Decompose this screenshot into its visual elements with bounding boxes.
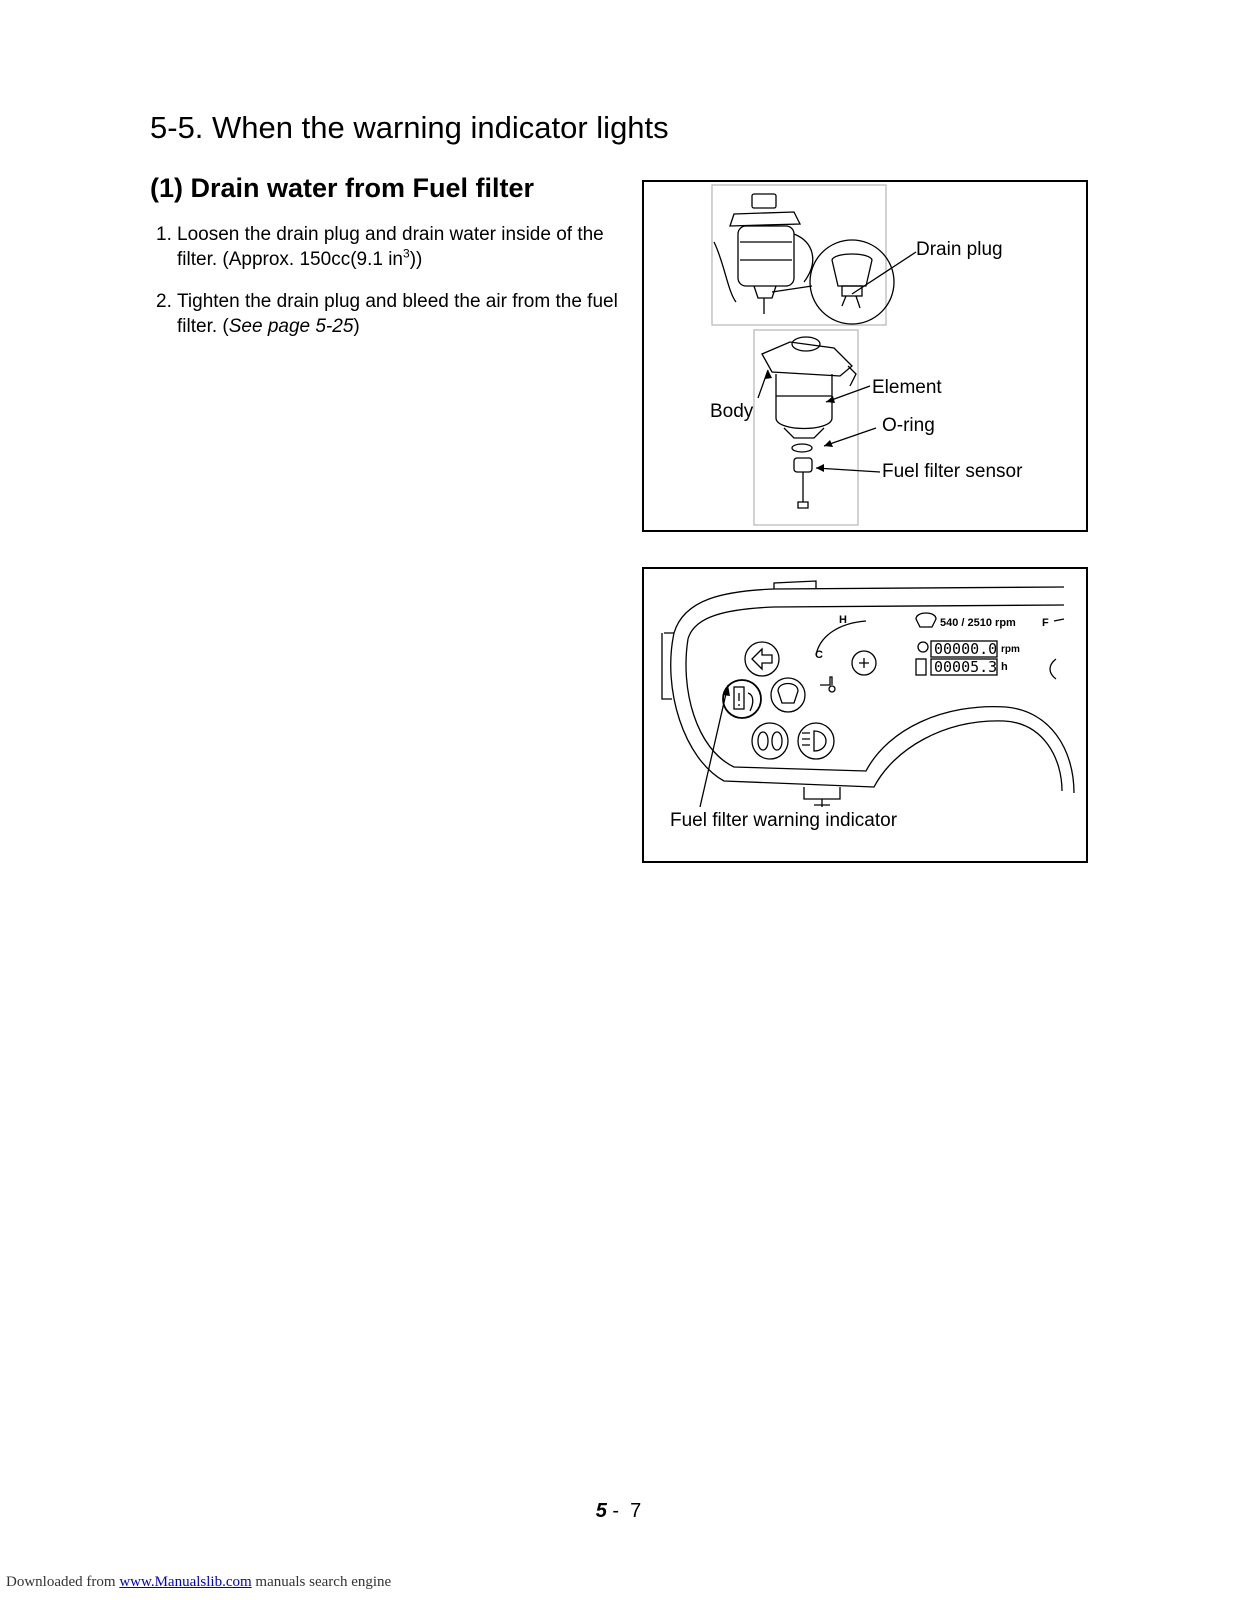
step-number: 1.: [156, 224, 172, 245]
page-section: 5: [595, 1500, 607, 1522]
superscript: 3: [403, 246, 410, 261]
section-title: 5-5. When the warning indicator lights: [150, 110, 669, 145]
step-text: [156, 289, 626, 339]
pto-speed-label: 540 / 2510 rpm: [940, 617, 1016, 629]
step-text-main: Tighten the drain plug and bleed the air from the fuel filter. (: [177, 291, 618, 337]
hour-unit: h: [1001, 661, 1008, 673]
rpm-readout: 00000.0: [934, 640, 998, 658]
callout-drain-plug: Drain plug: [916, 239, 1003, 260]
page-separator: -: [612, 1500, 620, 1522]
hour-meter-readout: 00005.3: [934, 658, 998, 676]
step-text: [156, 222, 626, 272]
fuel-full-label: F: [1042, 617, 1049, 629]
rpm-unit: rpm: [1001, 644, 1020, 655]
temp-cold-label: C: [815, 649, 823, 661]
step-text-main: Loosen the drain plug and drain water inside of the filter. (Approx. 150cc(9.1 in: [177, 224, 604, 270]
callout-body: Body: [710, 401, 754, 422]
subsection-title: (1) Drain water from Fuel filter: [150, 173, 535, 203]
callout-o-ring: O-ring: [882, 415, 935, 436]
callout-fuel-filter-sensor: Fuel filter sensor: [882, 461, 1023, 482]
manualslib-link[interactable]: www.Manualslib.com: [119, 1574, 252, 1590]
page-number: [0, 1500, 1237, 1523]
step-1: [156, 222, 626, 272]
instrument-panel-figure: [642, 567, 1088, 863]
callout-fuel-filter-warning-indicator: Fuel filter warning indicator: [670, 810, 898, 831]
page-reference: See page 5-25: [228, 316, 354, 337]
step-2: [156, 289, 626, 339]
fuel-filter-figure: [642, 180, 1088, 532]
step-number: 2.: [156, 291, 172, 312]
step-text-end: ): [353, 316, 360, 337]
footer-suffix: manuals search engine: [251, 1574, 392, 1590]
page-index: 7: [630, 1500, 642, 1522]
step-text-end: )): [409, 249, 423, 270]
download-footer: [6, 1574, 391, 1591]
callout-element: Element: [872, 377, 942, 398]
footer-prefix: Downloaded from: [6, 1574, 120, 1590]
temp-hot-label: H: [839, 614, 847, 626]
